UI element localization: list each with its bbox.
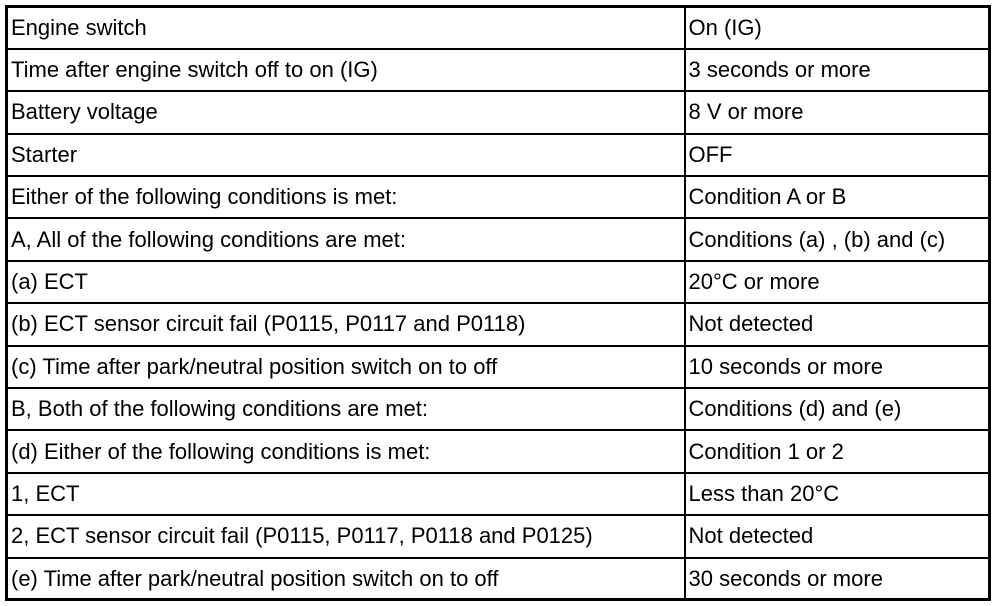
condition-item: Starter bbox=[7, 134, 685, 176]
condition-value: Not detected bbox=[685, 515, 990, 557]
condition-value: Not detected bbox=[685, 303, 990, 345]
table-row bbox=[7, 346, 990, 388]
condition-value: 20°C or more bbox=[685, 261, 990, 303]
table-row bbox=[7, 7, 990, 49]
condition-item: Either of the following conditions is met: bbox=[7, 176, 685, 218]
condition-item: Time after engine switch off to on (IG) bbox=[7, 49, 685, 91]
condition-value: Condition 1 or 2 bbox=[685, 430, 990, 472]
conditions-table-body bbox=[7, 7, 990, 600]
condition-item: (c) Time after park/neutral position switch on to off bbox=[7, 346, 685, 388]
table-row bbox=[7, 515, 990, 557]
table-row bbox=[7, 49, 990, 91]
condition-value: Conditions (a) , (b) and (c) bbox=[685, 218, 990, 260]
condition-item: (e) Time after park/neutral position switch on to off bbox=[7, 558, 685, 600]
condition-item: A, All of the following conditions are met: bbox=[7, 218, 685, 260]
table-row bbox=[7, 218, 990, 260]
condition-value: OFF bbox=[685, 134, 990, 176]
condition-value: Conditions (d) and (e) bbox=[685, 388, 990, 430]
table-row bbox=[7, 176, 990, 218]
condition-item: (b) ECT sensor circuit fail (P0115, P0117 and P0118) bbox=[7, 303, 685, 345]
condition-item: (d) Either of the following conditions is met: bbox=[7, 430, 685, 472]
table-row bbox=[7, 91, 990, 133]
condition-value: 3 seconds or more bbox=[685, 49, 990, 91]
condition-value: On (IG) bbox=[685, 7, 990, 49]
condition-item: Battery voltage bbox=[7, 91, 685, 133]
condition-item: 2, ECT sensor circuit fail (P0115, P0117, P0118 and P0125) bbox=[7, 515, 685, 557]
condition-item: Engine switch bbox=[7, 7, 685, 49]
table-row bbox=[7, 134, 990, 176]
condition-value: 10 seconds or more bbox=[685, 346, 990, 388]
condition-item: 1, ECT bbox=[7, 473, 685, 515]
condition-item: (a) ECT bbox=[7, 261, 685, 303]
conditions-table bbox=[5, 5, 991, 601]
condition-value: Condition A or B bbox=[685, 176, 990, 218]
condition-value: 30 seconds or more bbox=[685, 558, 990, 600]
table-row bbox=[7, 388, 990, 430]
table-row bbox=[7, 303, 990, 345]
condition-value: 8 V or more bbox=[685, 91, 990, 133]
table-row bbox=[7, 558, 990, 600]
table-row bbox=[7, 473, 990, 515]
table-row bbox=[7, 261, 990, 303]
condition-value: Less than 20°C bbox=[685, 473, 990, 515]
condition-item: B, Both of the following conditions are met: bbox=[7, 388, 685, 430]
table-row bbox=[7, 430, 990, 472]
